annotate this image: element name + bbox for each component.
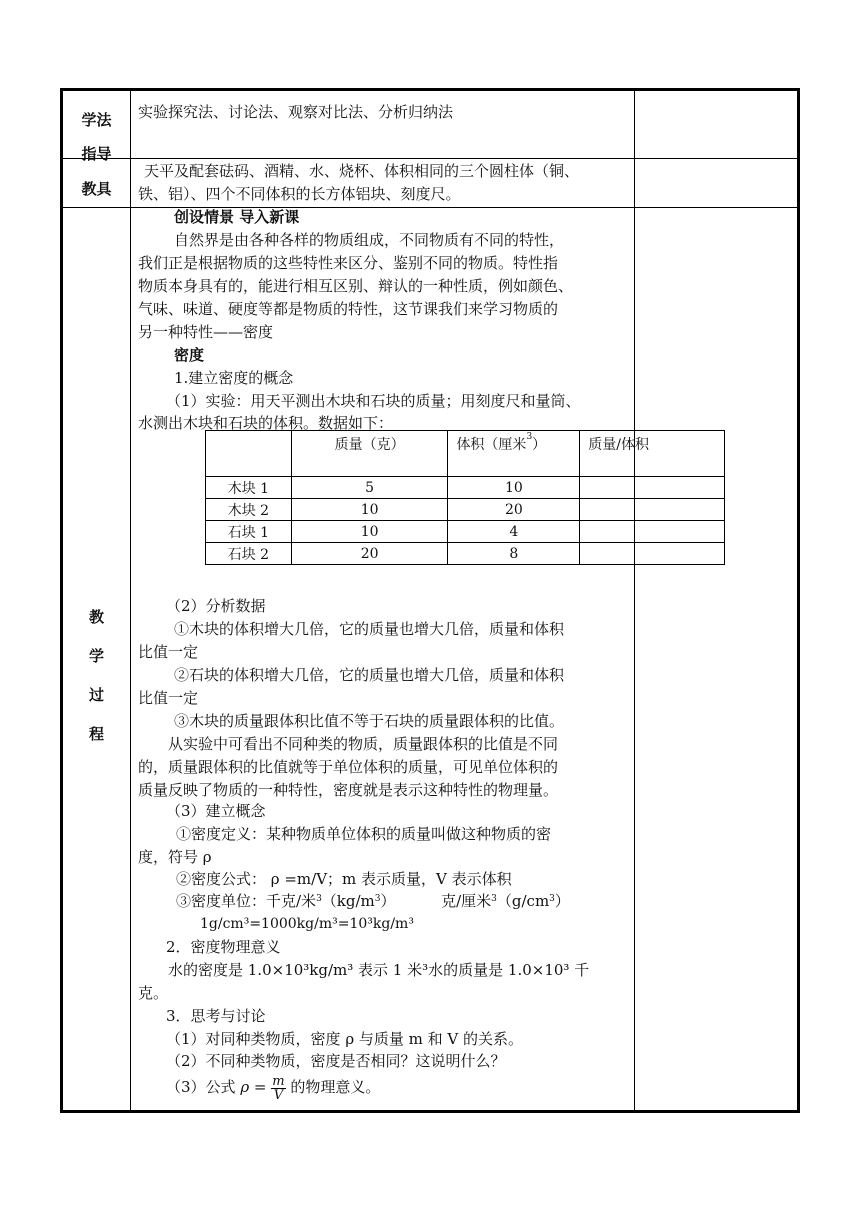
table-cell: 木块 2 [206,499,292,521]
meaning-line-2: 克。 [138,984,169,1002]
analysis-line-5: ③木块的质量跟体积比值不等于石块的质量跟体积的比值。 [174,712,565,730]
table-cell: 4 [448,521,580,543]
section-2-title: 2．密度物理意义 [166,938,281,956]
table-row [206,477,725,499]
intro-line-5: 另一种特性——密度 [138,323,274,341]
definition-line-1: ①密度定义：某种物质单位体积的质量叫做这种物质的密 [176,825,552,843]
table-row [206,543,725,565]
concept-title: （3）建立概念 [166,802,266,820]
table-cell: 10 [448,477,580,499]
table-cell: 石块 1 [206,521,292,543]
col-divider-2 [634,88,635,1113]
table-cell [580,499,725,521]
table-row [206,499,725,521]
analysis-line-3: ②石块的体积增大几倍，它的质量也增大几倍，质量和体积 [174,666,565,684]
table-header-cell: 质量/体积 [580,431,725,477]
method-label: 学法 指导 [81,111,112,163]
data-table-clip [205,430,650,575]
table-cell [580,521,725,543]
process-label: 教 学 过 程 [88,608,104,743]
table-cell: 10 [291,521,448,543]
table-cell: 木块 1 [206,477,292,499]
table-header-cell [206,431,292,477]
table-cell: 石块 2 [206,543,292,565]
question-2: （2）不同种类物质，密度是否相同？这说明什么？ [166,1052,506,1070]
data-table [205,430,725,565]
heading-density: 密度 [174,346,205,364]
intro-line-1: 自然界是由各种各样的物质组成，不同物质有不同的特性， [174,231,565,249]
analysis-line-2: 比值一定 [138,643,199,661]
analysis-line-4: 比值一定 [138,689,199,707]
conclusion-line-2: 的，质量跟体积的比值就等于单位体积的质量，可见单位体积的 [138,758,559,776]
conversion-line: 1g/cm³=1000kg/m³=10³kg/m³ [200,916,414,932]
analysis-line-1: ①木块的体积增大几倍，它的质量也增大几倍，质量和体积 [174,620,565,638]
question-3: （3）公式 ρ = $\frac{m}{V}$ 的物理意义。 [166,1073,381,1103]
table-header-cell: 体积（厘米$^3$） [448,431,580,477]
table-cell [580,543,725,565]
definition-line-2: 度，符号 ρ [138,848,212,866]
table-header-row [206,431,725,477]
rho-symbol: ρ = [240,1078,267,1096]
table-cell: 8 [448,543,580,565]
table-row [206,521,725,543]
heading-intro: 创设情景 导入新课 [174,208,300,226]
conclusion-line-1: 从实验中可看出不同种类的物质，质量跟体积的比值是不同 [168,735,559,753]
section-3-title: 3．思考与讨论 [166,1007,266,1025]
row-divider-1 [60,158,800,159]
tools-label: 教具 [81,180,112,198]
table-cell: 20 [448,499,580,521]
density-fraction: $\frac{m}{V}$ [272,1073,285,1103]
table-cell: 10 [291,499,448,521]
unit-line: ③密度单位：千克/米$^3(kg/m^3)$ 克/厘米$^3(g/cm^3)$ [176,892,570,910]
tools-line-1: 天平及配套砝码、酒精、水、烧杯、体积相同的三个圆柱体（铜、 [144,162,580,180]
experiment-line-1: （1）实验：用天平测出木块和石块的质量；用刻度尺和量筒、 [166,392,581,410]
method-content: 实验探究法、讨论法、观察对比法、分析归纳法 [138,103,454,121]
formula-line: ②密度公式： ρ =m/V；m 表示质量，V 表示体积 [176,870,512,888]
analysis-title: （2）分析数据 [166,597,266,615]
question-1: （1）对同种类物质，密度 ρ 与质量 m 和 V 的关系。 [166,1030,524,1048]
intro-line-3: 物质本身具有的，能进行相互区别、辩认的一种性质，例如颜色、 [138,277,574,295]
tools-line-2: 铁、铝）、四个不同体积的长方体铝块、刻度尺。 [138,185,461,203]
table-cell: 20 [291,543,448,565]
intro-line-4: 气味、味道、硬度等都是物质的特性，这节课我们来学习物质的 [138,300,559,318]
conclusion-line-3: 质量反映了物质的一种特性，密度就是表示这种特性的物理量。 [138,781,559,799]
experiment-line-2: 水测出木块和石块的体积。数据如下： [138,414,394,432]
intro-line-2: 我们正是根据物质的这些特性来区分、鉴别不同的物质。特性指 [138,254,559,272]
row-divider-2 [60,207,800,208]
table-cell [580,477,725,499]
section-1-title: 1.建立密度的概念 [174,369,294,387]
meaning-line-1: 水的密度是 1.0×10³kg/m³ 表示 1 米³水的质量是 1.0×10³ 千 [168,961,590,979]
col-divider-1 [130,88,131,1113]
table-cell: 5 [291,477,448,499]
table-header-cell: 质量（克） [291,431,448,477]
